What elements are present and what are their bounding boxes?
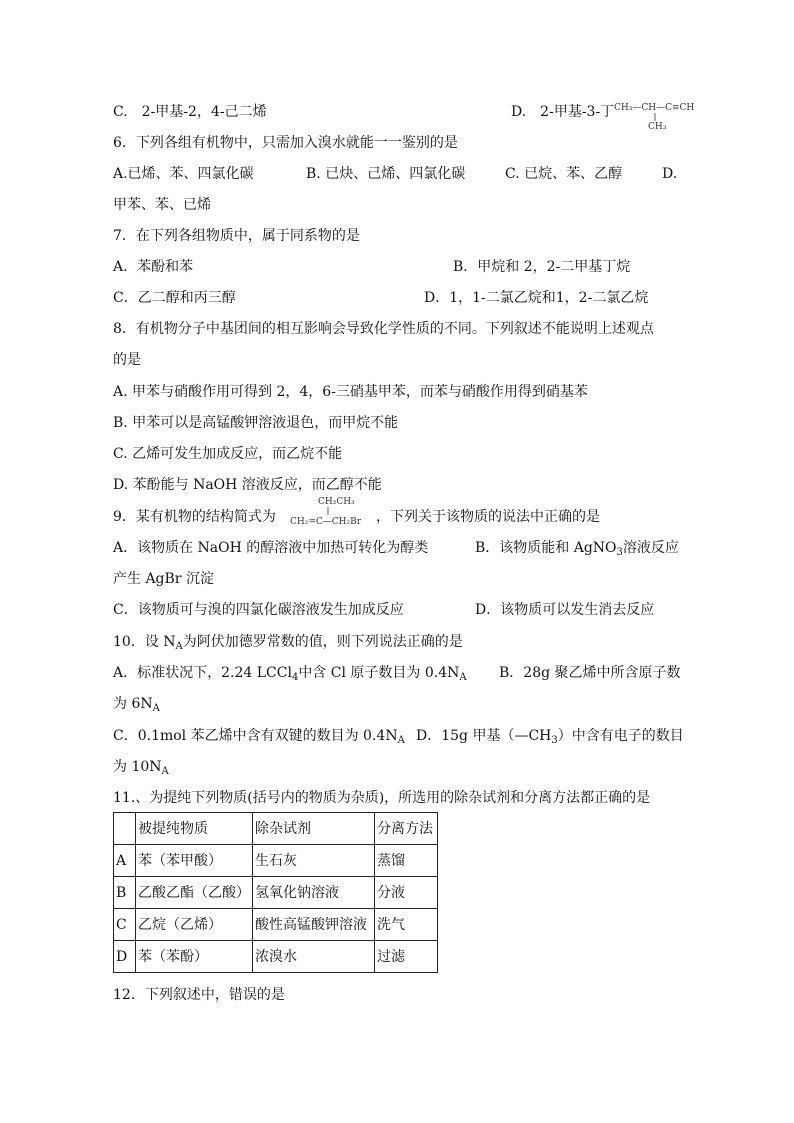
q9-struct-main: CH₂=C—CH₂Br — [290, 517, 362, 527]
q10-d-cont-text: 为 10N — [113, 759, 162, 775]
q10-option-b-cont — [113, 694, 160, 719]
q10-d-text2: ）中含有电子的数目 — [557, 728, 684, 744]
q12-stem: 12．下列叙述中，错误的是 — [113, 987, 285, 1003]
q6-option-b: B. 已炔、己烯、四氯化碳 — [306, 166, 466, 182]
q10-d-cont-sub: A — [161, 766, 169, 777]
table-header-cell — [114, 813, 136, 845]
table-cell: 酸性高锰酸钾溶液 — [253, 909, 375, 941]
table-cell: A — [114, 845, 136, 877]
q5-option-d: D. 2-甲基-3-丁 — [511, 104, 615, 120]
table-cell: 乙酸乙酯（乙酸） — [136, 877, 253, 909]
table-header-cell: 被提纯物质 — [136, 813, 253, 845]
q7-option-d: D．1，1-二氯乙烷和1，2-二氯乙烷 — [424, 290, 649, 306]
table-cell: 洗气 — [375, 909, 438, 941]
q5-struct-branch: CH₃ — [648, 122, 667, 132]
q10-b-cont-text: 为 6N — [113, 696, 153, 712]
q9-option-b-text2: 溶液反应 — [622, 540, 679, 556]
q6-option-a: A.已烯、苯、四氯化碳 — [113, 166, 254, 182]
table-header-row — [114, 813, 438, 845]
q10-d-text: D．15g 甲基（—CH — [416, 728, 552, 744]
table-header-cell: 分离方法 — [375, 813, 438, 845]
q10-a-text2: 中含 Cl 原子数目为 0.4N — [298, 665, 460, 681]
q10-d-sub: 3 — [551, 735, 558, 746]
q10-a-text: A．标准状况下，2.24 LCCl — [113, 665, 292, 681]
q5-option-d-structure — [612, 94, 722, 132]
table-cell: 苯（苯甲酸） — [136, 845, 253, 877]
table-cell: 乙烷（乙烯） — [136, 909, 253, 941]
q6-option-c: C. 已烷、苯、乙醇 — [505, 166, 623, 182]
q10-option-c — [113, 726, 405, 751]
q10-option-d — [416, 726, 684, 751]
q9-option-b-cont: 产生 AgBr 沉淀 — [113, 571, 214, 587]
q10-stem-text: 10．设 N — [113, 634, 176, 650]
q10-stem-text2: 为阿伏加德罗常数的值，则下列说法正确的是 — [182, 634, 463, 650]
table-cell: C — [114, 909, 136, 941]
q6-option-d: D. — [662, 166, 678, 182]
q6-option-d-cont: 甲苯、苯、已烯 — [113, 197, 211, 213]
table-row — [114, 941, 438, 973]
q10-option-a — [113, 663, 467, 688]
q10-c-sub: A — [397, 735, 405, 746]
q8-option-c: C. 乙烯可发生加成反应，而乙烷不能 — [113, 446, 343, 462]
q9-stem-after: ，下列关于该物质的说法中正确的是 — [376, 509, 600, 525]
q8-stem-line2: 的是 — [113, 352, 141, 368]
q9-option-b — [475, 538, 679, 563]
q7-option-a: A．苯酚和苯 — [113, 259, 194, 275]
q7-stem: 7．在下列各组物质中，属于同系物的是 — [113, 228, 360, 244]
table-cell: D — [114, 941, 136, 973]
q8-option-d: D. 苯酚能与 NaOH 溶液反应，而乙醇不能 — [113, 477, 382, 493]
q7-option-c: C．乙二醇和丙三醇 — [113, 290, 236, 306]
table-cell: 过滤 — [375, 941, 438, 973]
q10-c-text: C．0.1mol 苯乙烯中含有双键的数目为 0.4N — [113, 728, 398, 744]
table-row — [114, 845, 438, 877]
q8-stem-line1: 8．有机物分子中基团间的相互影响会导致化学性质的不同。下列叙述不能说明上述观点 — [113, 321, 654, 337]
q11-stem: 11.、为提纯下列物质(括号内的物质为杂质)，所选用的除杂试剂和分离方法都正确的是 — [113, 790, 651, 806]
table-cell: 蒸馏 — [375, 845, 438, 877]
q8-option-a: A. 甲苯与硝酸作用可得到 2，4，6-三硝基甲苯，而苯与硝酸作用得到硝基苯 — [113, 384, 588, 400]
table-cell: 分液 — [375, 877, 438, 909]
q5-option-c: C. 2-甲基-2，4-己二烯 — [113, 104, 267, 120]
q9-option-b-sub: 3 — [616, 547, 623, 558]
q9-option-a: A．该物质在 NaOH 的醇溶液中加热可转化为醇类 — [113, 540, 429, 556]
table-header-cell: 除杂试剂 — [253, 813, 375, 845]
q10-a-sub1: 4 — [291, 672, 299, 683]
q10-option-d-cont — [113, 757, 169, 782]
q9-structure — [288, 494, 374, 528]
q6-stem: 6．下列各组有机物中，只需加入溴水就能一一鉴别的是 — [113, 135, 458, 151]
q8-option-b: B. 甲苯可以是高锰酸钾溶液退色，而甲烷不能 — [113, 415, 399, 431]
table-row — [114, 877, 438, 909]
table-cell: 氢氧化钠溶液 — [253, 877, 375, 909]
q10-stem — [113, 632, 463, 657]
q10-stem-sub: A — [175, 641, 183, 652]
q10-b-cont-sub: A — [152, 703, 160, 714]
q7-option-b: B．甲烷和 2，2-二甲基丁烷 — [453, 259, 631, 275]
q9-option-c: C．该物质可与溴的四氯化碳溶液发生加成反应 — [113, 602, 404, 618]
q11-table — [113, 812, 438, 973]
table-cell: 浓溴水 — [253, 941, 375, 973]
table-cell: 苯（苯酚） — [136, 941, 253, 973]
q10-a-sub2: A — [459, 672, 467, 683]
q9-stem-before: 9．某有机物的结构简式为 — [113, 509, 276, 525]
q9-option-d: D．该物质可以发生消去反应 — [475, 602, 655, 618]
q5-struct-main: CH₃—CH—C≡CH — [614, 103, 695, 113]
q9-option-b-text: B．该物质能和 AgNO — [475, 540, 617, 556]
table-row — [114, 909, 438, 941]
q9-struct-top: CH₂CH₃ — [318, 497, 355, 507]
table-cell: 生石灰 — [253, 845, 375, 877]
table-cell: B — [114, 877, 136, 909]
q10-option-b: B．28g 聚乙烯中所含原子数 — [499, 665, 681, 681]
